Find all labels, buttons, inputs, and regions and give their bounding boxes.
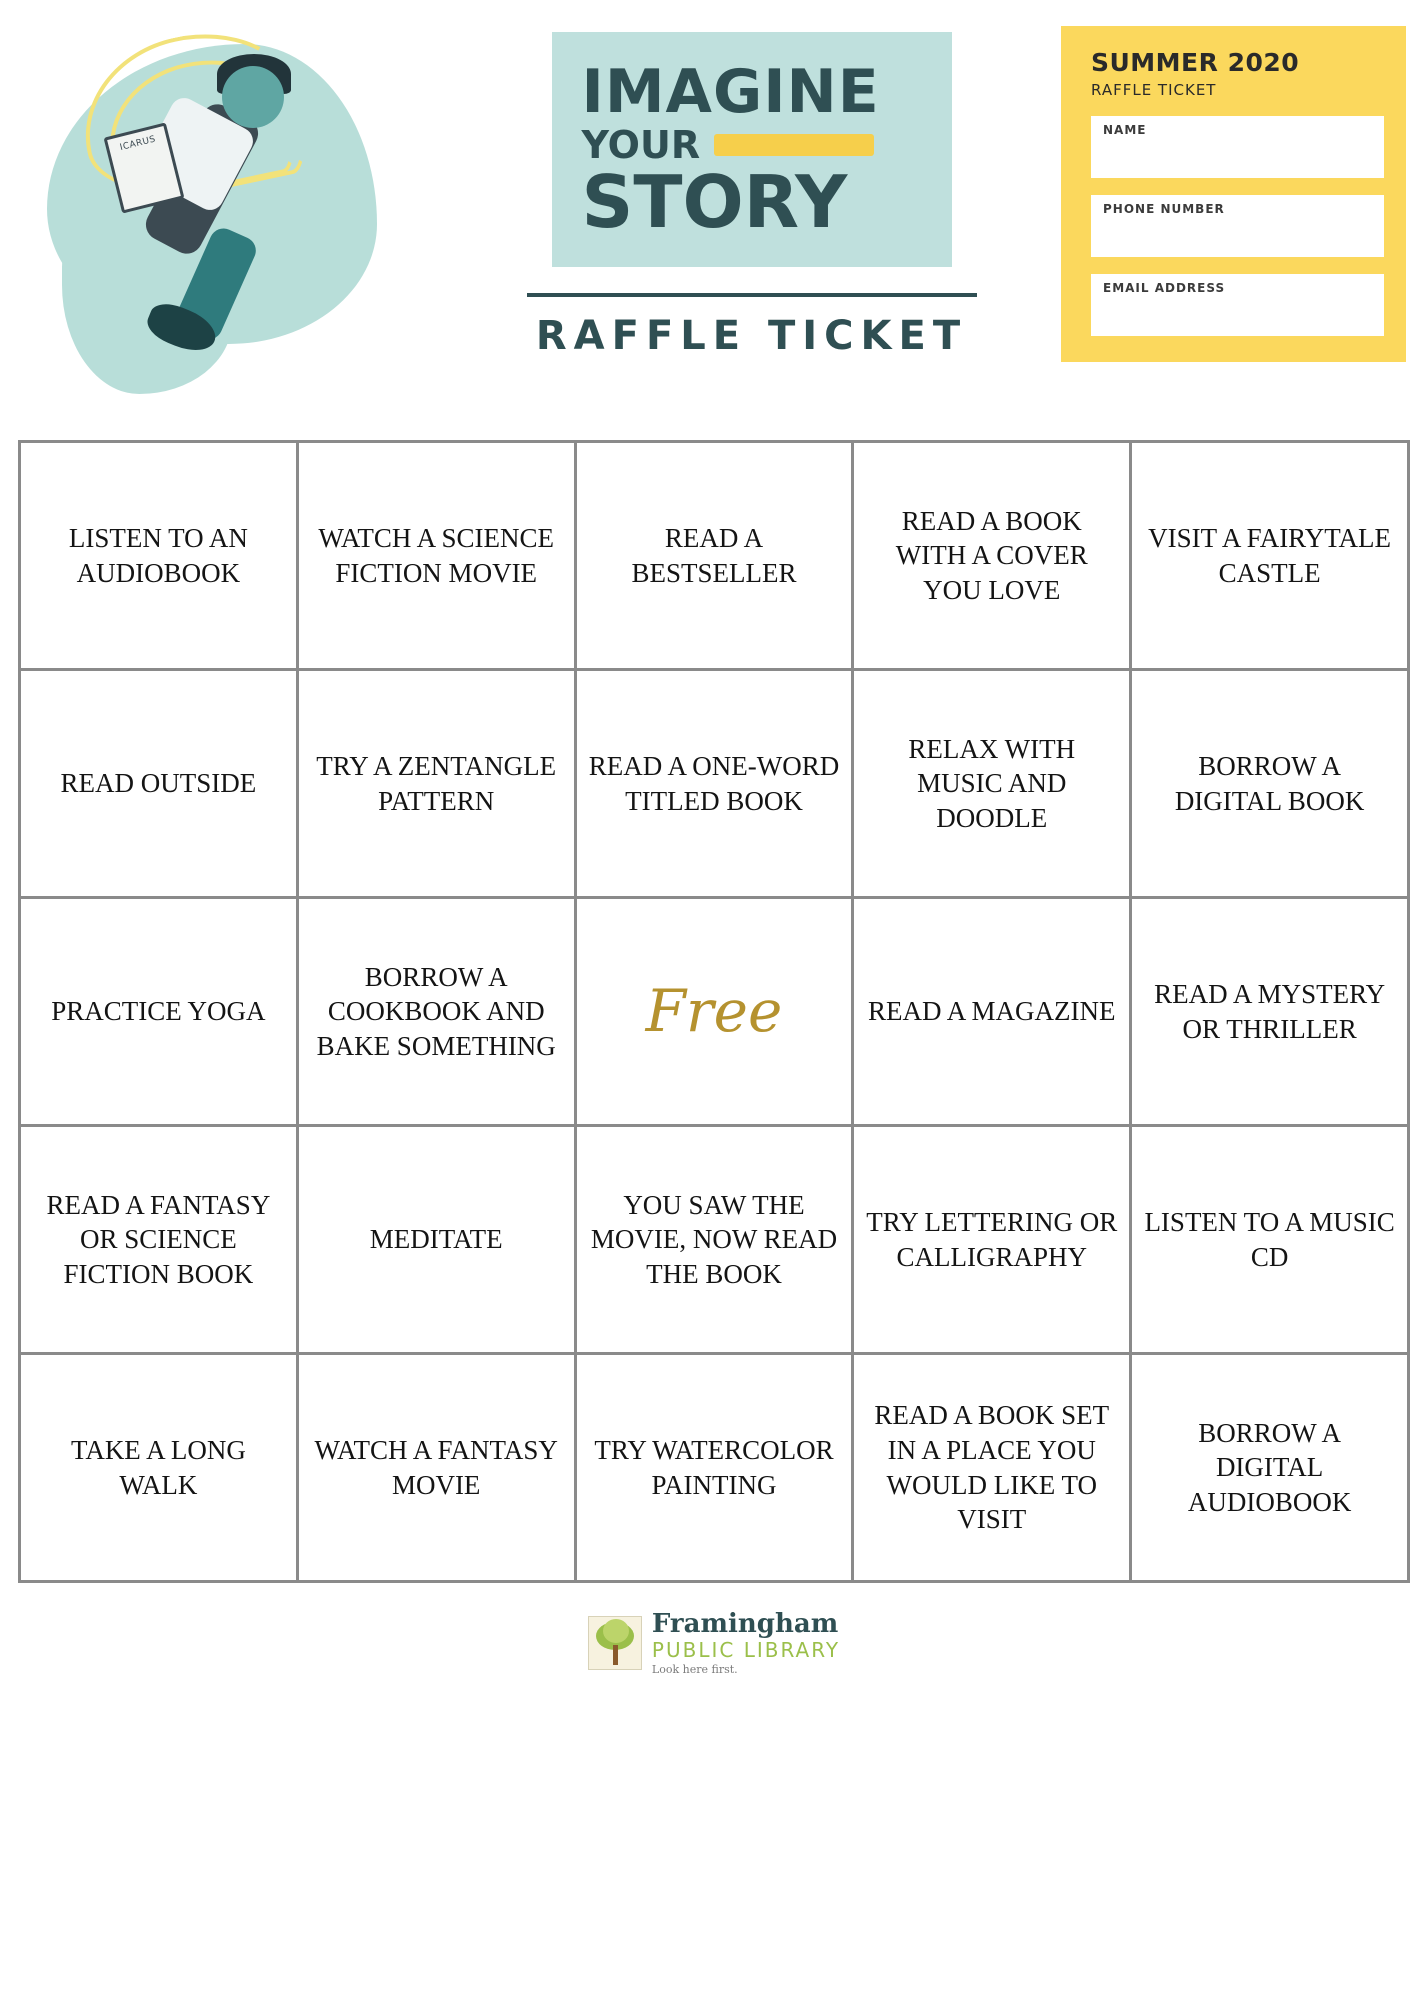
bingo-cell[interactable]: TRY LETTERING OR CALLIGRAPHY	[853, 1126, 1131, 1354]
bingo-cell[interactable]: READ A FANTASY OR SCIENCE FICTION BOOK	[20, 1126, 298, 1354]
name-input[interactable]	[1103, 143, 1370, 161]
bingo-row	[20, 442, 1409, 670]
figure-head	[222, 66, 284, 128]
library-tagline: Look here first.	[651, 1663, 738, 1676]
logo-subtitle: RAFFLE TICKET	[535, 313, 968, 359]
bingo-cell[interactable]: WATCH A FANTASY MOVIE	[297, 1354, 575, 1582]
bingo-cell[interactable]: VISIT A FAIRYTALE CASTLE	[1131, 442, 1409, 670]
raffle-ticket-card	[1061, 26, 1406, 362]
bingo-cell[interactable]: TAKE A LONG WALK	[20, 1354, 298, 1582]
logo-line-your-row	[581, 122, 875, 167]
library-wordmark	[652, 1611, 840, 1675]
bingo-cell[interactable]: READ OUTSIDE	[20, 670, 298, 898]
bingo-cell[interactable]: MEDITATE	[297, 1126, 575, 1354]
bingo-cell[interactable]: BORROW A COOKBOOK AND BAKE SOMETHING	[297, 898, 575, 1126]
bingo-cell[interactable]: READ A BESTSELLER	[575, 442, 853, 670]
bingo-cell[interactable]: TRY A ZENTANGLE PATTERN	[297, 670, 575, 898]
logo-line-imagine: IMAGINE	[581, 56, 880, 127]
phone-input[interactable]	[1103, 222, 1370, 240]
bingo-row	[20, 670, 1409, 898]
bingo-row	[20, 898, 1409, 1126]
name-field-label: NAME	[1103, 123, 1147, 137]
program-logo	[442, 14, 1061, 359]
phone-field-group	[1091, 195, 1384, 257]
page-header	[0, 0, 1428, 440]
logo-box	[552, 32, 952, 267]
phone-field-label: PHONE NUMBER	[1103, 202, 1225, 216]
library-subname: PUBLIC LIBRARY	[651, 1638, 841, 1662]
library-logo	[588, 1611, 840, 1675]
page-footer	[0, 1611, 1428, 1675]
bingo-cell[interactable]: WATCH A SCIENCE FICTION MOVIE	[297, 442, 575, 670]
bingo-cell[interactable]: READ A BOOK SET IN A PLACE YOU WOULD LIKE TO VISIT	[853, 1354, 1131, 1582]
ticket-subtitle: RAFFLE TICKET	[1091, 81, 1217, 99]
bingo-cell[interactable]: READ A MAGAZINE	[853, 898, 1131, 1126]
bingo-cell[interactable]: READ A MYSTERY OR THRILLER	[1131, 898, 1409, 1126]
bingo-row	[20, 1354, 1409, 1582]
name-field-group	[1091, 116, 1384, 178]
bingo-cell[interactable]: LISTEN TO A MUSIC CD	[1131, 1126, 1409, 1354]
icarus-illustration	[22, 14, 442, 434]
book-label: ICARUS	[118, 134, 157, 154]
bingo-cell[interactable]: PRACTICE YOGA	[20, 898, 298, 1126]
email-field-group	[1091, 274, 1384, 336]
tree-canopy-highlight	[603, 1619, 629, 1643]
library-name: Framingham	[651, 1609, 839, 1639]
bingo-cell[interactable]: READ A ONE-WORD TITLED BOOK	[575, 670, 853, 898]
email-input[interactable]	[1103, 301, 1370, 319]
ticket-title: SUMMER 2020	[1091, 48, 1300, 77]
logo-line-story: STORY	[581, 159, 848, 244]
logo-divider	[527, 293, 977, 297]
bingo-cell[interactable]: BORROW A DIGITAL BOOK	[1131, 670, 1409, 898]
bingo-cell[interactable]: YOU SAW THE MOVIE, NOW READ THE BOOK	[575, 1126, 853, 1354]
bingo-cell[interactable]: BORROW A DIGITAL AUDIOBOOK	[1131, 1354, 1409, 1582]
bingo-cell[interactable]: RELAX WITH MUSIC AND DOODLE	[853, 670, 1131, 898]
tree-trunk	[613, 1645, 618, 1665]
bingo-cell[interactable]: TRY WATERCOLOR PAINTING	[575, 1354, 853, 1582]
bingo-cell-free: Free	[575, 898, 853, 1126]
logo-yellow-underline	[714, 134, 874, 156]
bingo-cell[interactable]: LISTEN TO AN AUDIOBOOK	[20, 442, 298, 670]
logo-line-your: YOUR	[581, 122, 701, 167]
bingo-cell[interactable]: READ A BOOK WITH A COVER YOU LOVE	[853, 442, 1131, 670]
email-field-label: EMAIL ADDRESS	[1103, 281, 1226, 295]
bingo-grid	[18, 440, 1410, 1583]
tree-icon	[588, 1616, 642, 1670]
bingo-row	[20, 1126, 1409, 1354]
